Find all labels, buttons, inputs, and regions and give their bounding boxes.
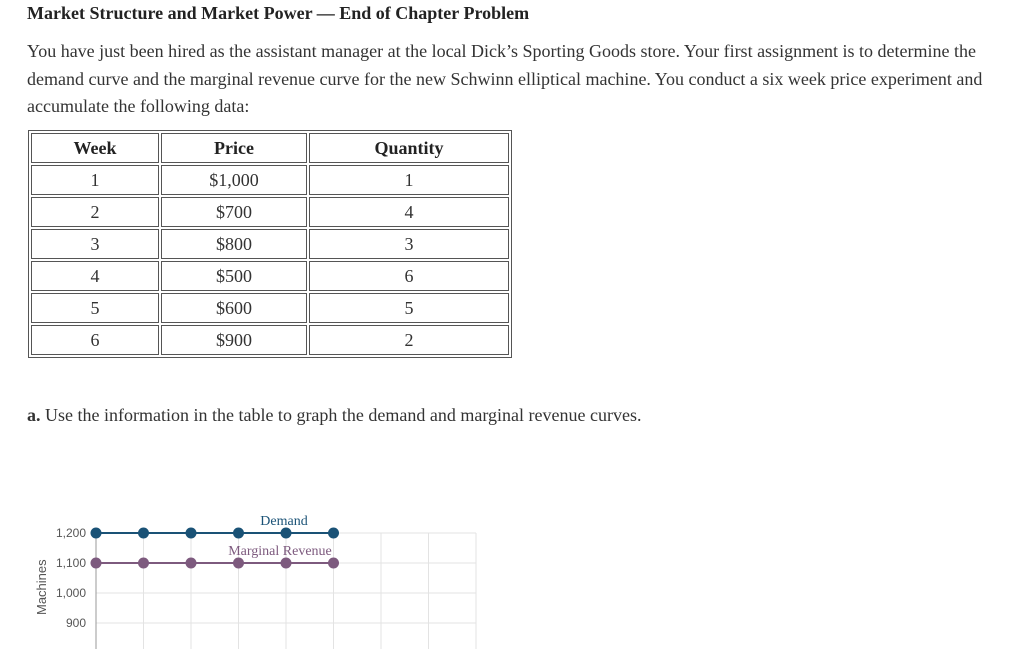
cell-price: $900	[161, 325, 307, 355]
problem-title: Market Structure and Market Power — End of Chapter Problem	[27, 3, 530, 23]
cell-price: $1,000	[161, 165, 307, 195]
cell-quantity: 6	[309, 261, 509, 291]
marginal-revenue-point[interactable]	[328, 558, 339, 569]
y-tick-label: 1,200	[55, 526, 86, 540]
cell-week: 6	[31, 325, 159, 355]
marginal-revenue-point[interactable]	[233, 558, 244, 569]
demand-point[interactable]	[281, 528, 292, 539]
question-text: Use the information in the table to graph the demand and marginal revenue curves.	[40, 405, 642, 425]
table-row	[31, 229, 509, 259]
cell-quantity: 4	[309, 197, 509, 227]
data-table	[28, 130, 512, 358]
legend-marginal-revenue: Marginal Revenue	[228, 544, 332, 559]
y-tick-label: 900	[65, 616, 86, 630]
demand-point[interactable]	[233, 528, 244, 539]
cell-week: 2	[31, 197, 159, 227]
cell-quantity: 3	[309, 229, 509, 259]
y-tick-label: 1,100	[55, 556, 86, 570]
table-row	[31, 261, 509, 291]
marginal-revenue-point[interactable]	[281, 558, 292, 569]
cell-quantity: 5	[309, 293, 509, 323]
graph-area[interactable]	[0, 500, 1024, 649]
cell-price: $600	[161, 293, 307, 323]
table-row	[31, 293, 509, 323]
question-a	[27, 405, 641, 426]
table-row	[31, 325, 509, 355]
y-axis-label: Machines	[34, 559, 49, 615]
table-row	[31, 165, 509, 195]
table-header-row	[31, 133, 509, 163]
header-price: Price	[161, 133, 307, 163]
demand-point[interactable]	[186, 528, 197, 539]
demand-point[interactable]	[328, 528, 339, 539]
cell-week: 3	[31, 229, 159, 259]
question-prefix: a.	[27, 405, 41, 425]
problem-intro: You have just been hired as the assistant manager at the local Dick’s Sporting Goods store. Your first assignment is to determine the demand curve and the marginal revenue curve for the new Schwinn elliptical machine. You conduct a six week price experiment and accumulate the following data:	[27, 41, 983, 116]
cell-week: 4	[31, 261, 159, 291]
y-tick-label: 1,000	[55, 586, 86, 600]
cell-price: $500	[161, 261, 307, 291]
marginal-revenue-point[interactable]	[186, 558, 197, 569]
cell-price: $700	[161, 197, 307, 227]
marginal-revenue-point[interactable]	[138, 558, 149, 569]
cell-quantity: 1	[309, 165, 509, 195]
demand-point[interactable]	[138, 528, 149, 539]
legend-demand: Demand	[260, 514, 308, 529]
cell-week: 5	[31, 293, 159, 323]
header-week: Week	[31, 133, 159, 163]
header-quantity: Quantity	[309, 133, 509, 163]
cell-week: 1	[31, 165, 159, 195]
table-row	[31, 197, 509, 227]
graph-svg[interactable]	[0, 500, 1024, 649]
cell-price: $800	[161, 229, 307, 259]
demand-point[interactable]	[91, 528, 102, 539]
cell-quantity: 2	[309, 325, 509, 355]
marginal-revenue-point[interactable]	[91, 558, 102, 569]
